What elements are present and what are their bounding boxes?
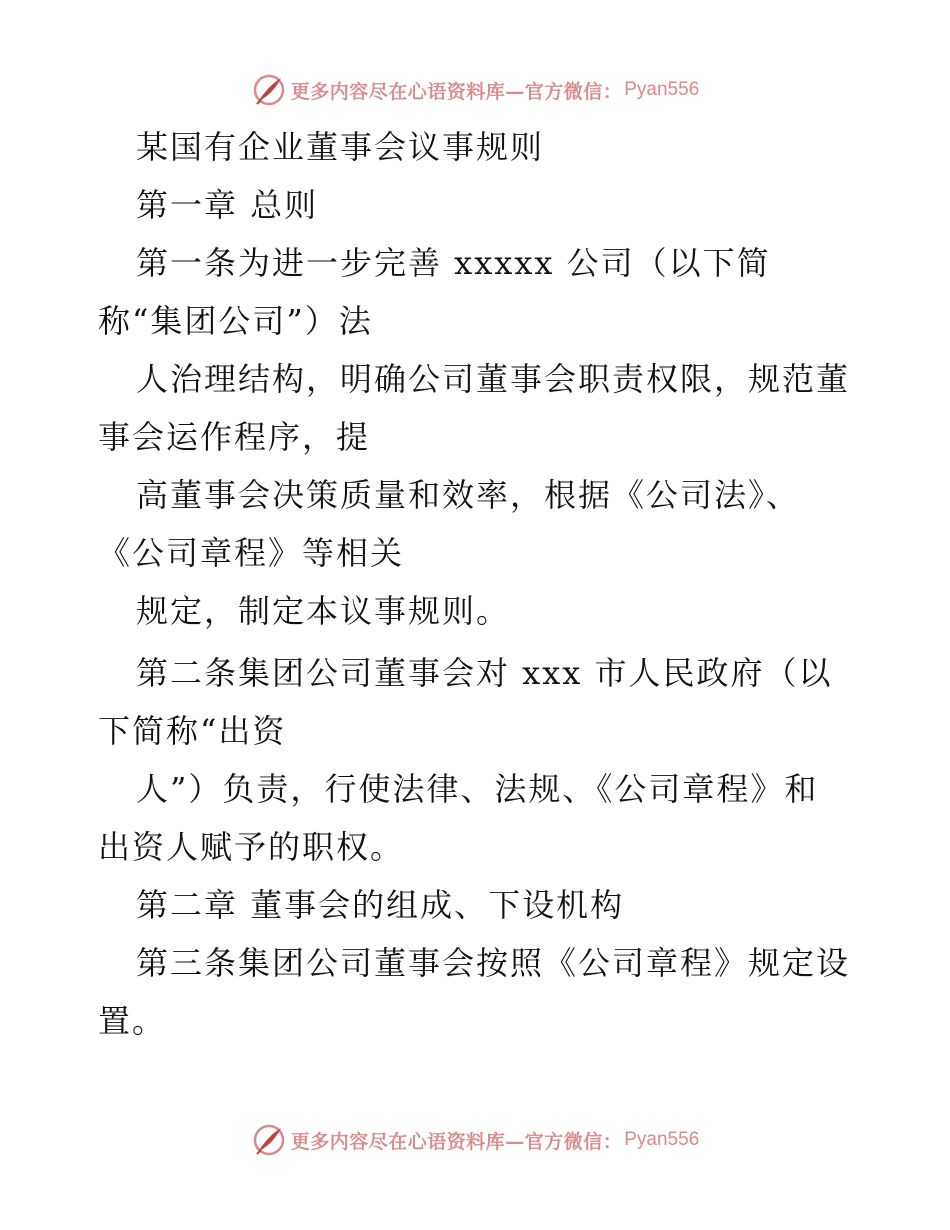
text-line: 高董事会决策质量和效率，根据《公司法》、 [136, 476, 801, 514]
text-line: 《公司章程》等相关 [98, 534, 405, 572]
text-line: 下简称“出资 [98, 712, 287, 750]
feather-pen-logo-icon [251, 72, 287, 108]
text-line: 称“集团公司”）法 [98, 302, 373, 340]
watermark-banner-top [0, 70, 950, 110]
document-title: 某国有企业董事会议事规则 [136, 128, 545, 166]
watermark-text: 更多内容尽在心语资料库—官方微信： [290, 1130, 623, 1153]
feather-pen-logo-icon [251, 1122, 287, 1158]
chapter-heading: 第二章 董事会的组成、下设机构 [136, 886, 625, 924]
text-line: 人”）负责，行使法律、法规、《公司章程》和 [136, 770, 819, 808]
text-line: 规定，制定本议事规则。 [136, 592, 511, 630]
text-line: 人治理结构，明确公司董事会职责权限，规范董 [136, 360, 851, 398]
watermark-wechat-id: Pyan556 [624, 79, 700, 100]
watermark-banner-bottom [0, 1120, 950, 1160]
watermark-text: 更多内容尽在心语资料库—官方微信： [290, 80, 623, 103]
text-line: 出资人赋予的职权。 [98, 828, 405, 866]
text-line: 事会运作程序，提 [98, 418, 371, 456]
chapter-heading: 第一章 总则 [136, 186, 319, 224]
text-line: 第三条集团公司董事会按照《公司章程》规定设 [136, 944, 851, 982]
text-line: 第一条为进一步完善 xxxxx 公司（以下简 [136, 244, 771, 282]
text-line: 第二条集团公司董事会对 xxx 市人民政府（以 [136, 654, 833, 692]
text-line: 置。 [98, 1002, 167, 1040]
watermark-wechat-id: Pyan556 [624, 1129, 700, 1150]
